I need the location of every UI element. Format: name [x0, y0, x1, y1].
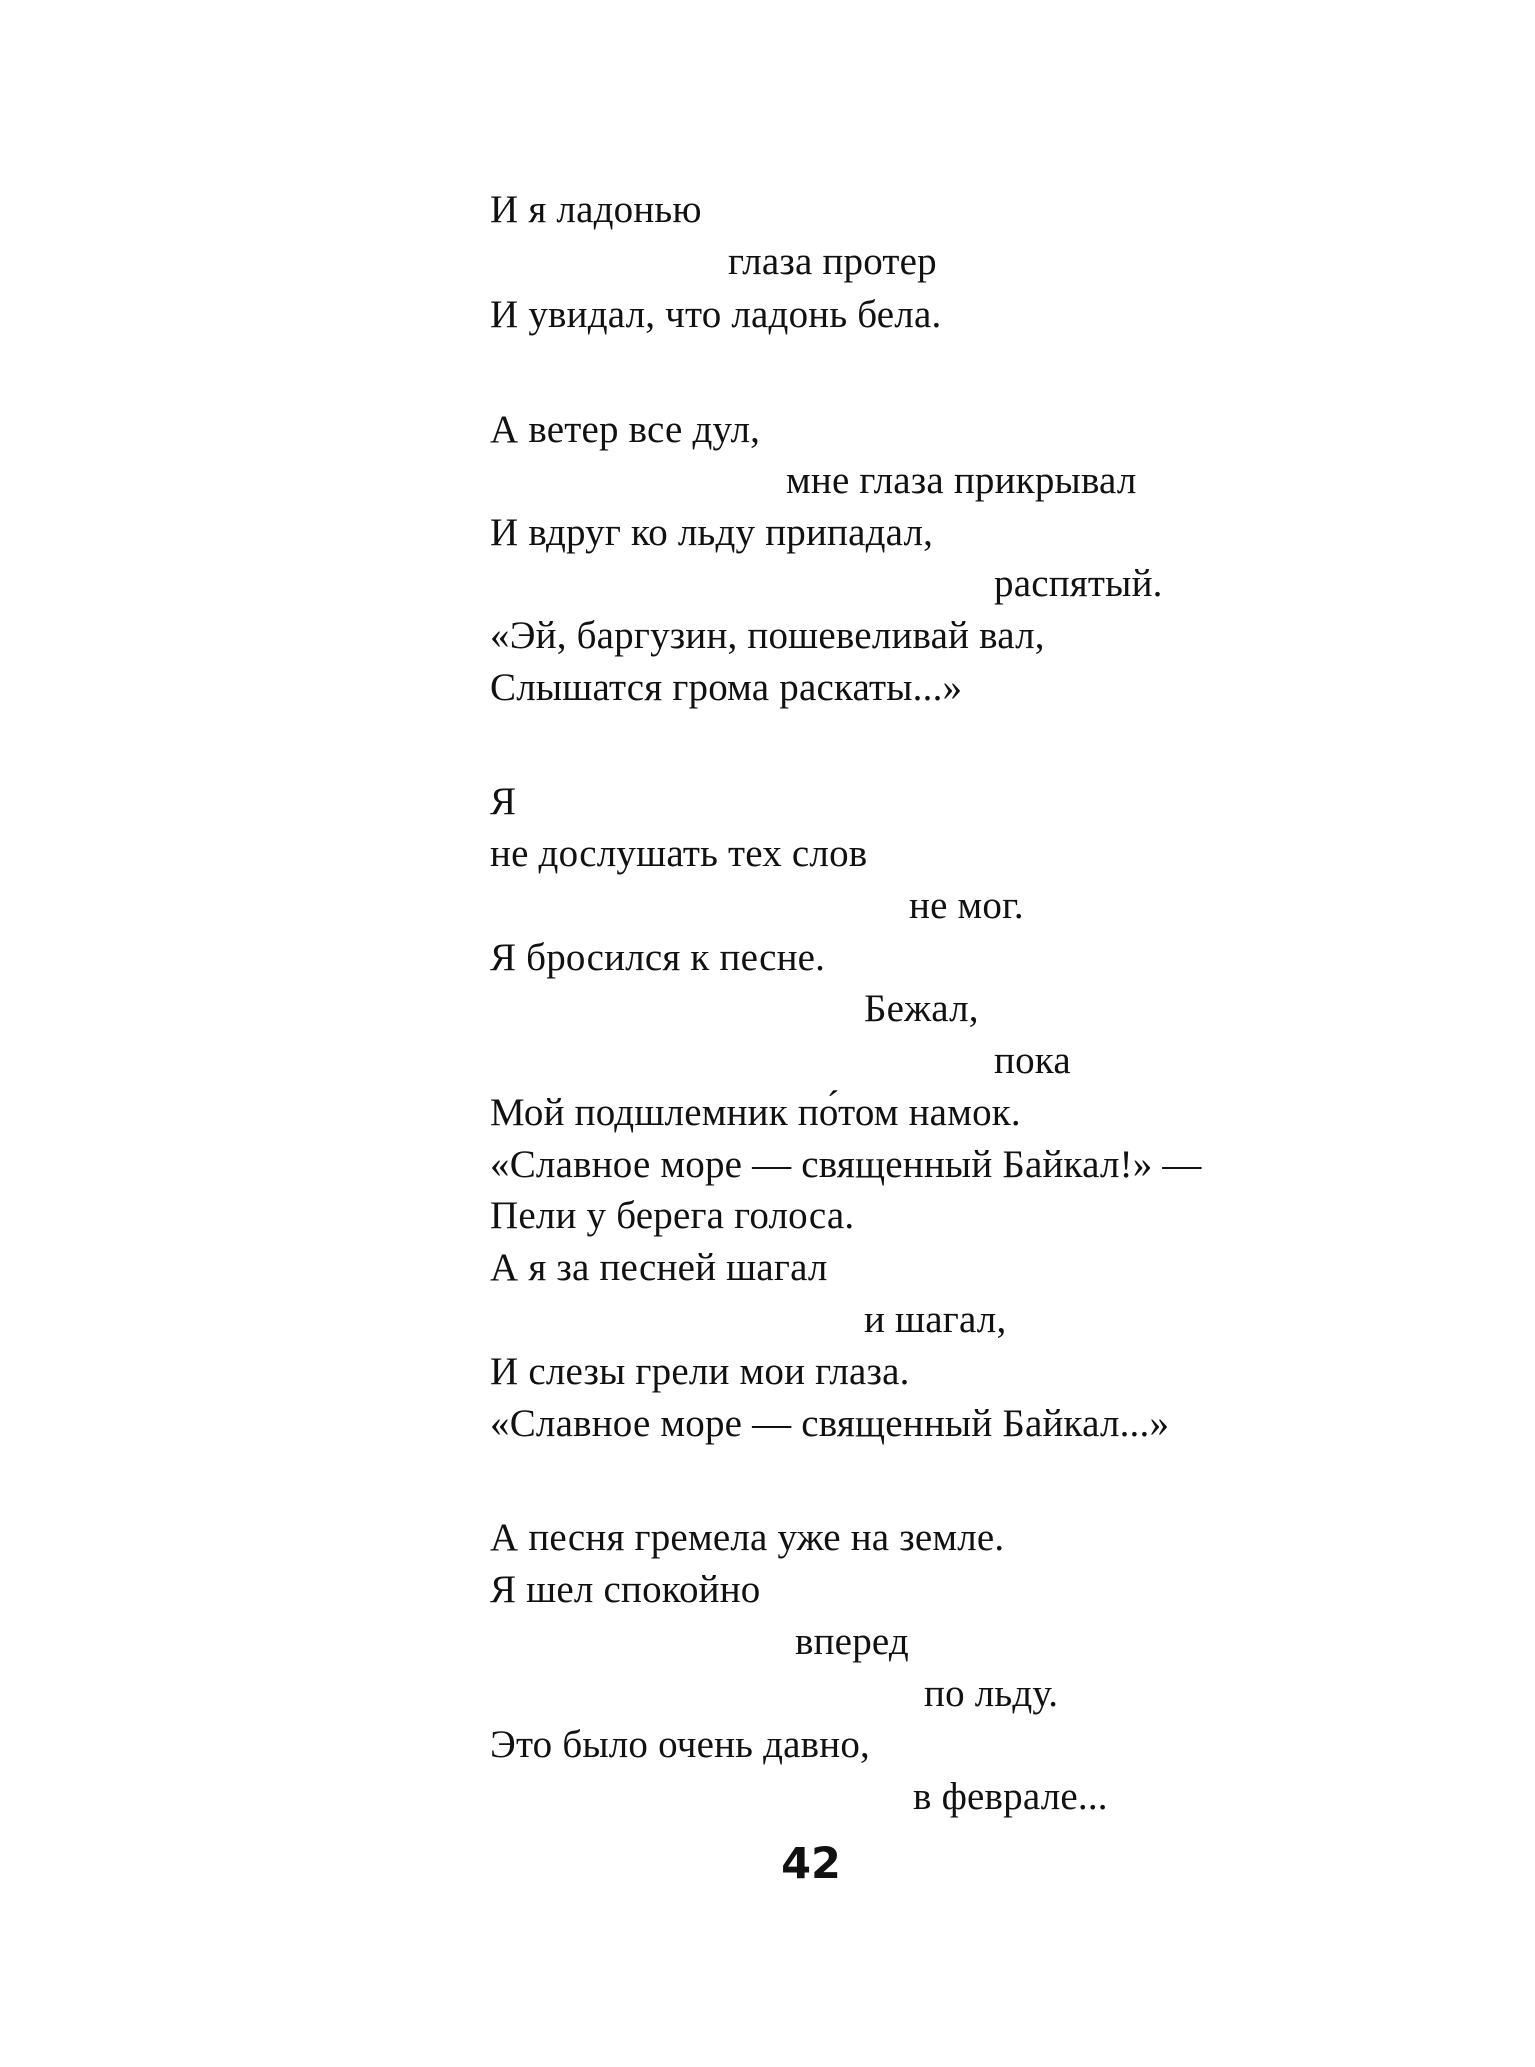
poem-line: не дослушать тех слов	[490, 832, 868, 875]
poem-line: «Эй, баргузин, пошевеливай вал,	[490, 614, 1045, 657]
poem-line: в феврале...	[913, 1775, 1108, 1818]
poem-line: Я бросился к песне.	[490, 936, 826, 979]
page-number: 42	[781, 1839, 841, 1889]
poem-line: Это было очень давно,	[490, 1723, 870, 1766]
poem-line: И увидал, что ладонь бела.	[490, 293, 942, 336]
poem-line: мне глаза прикрывал	[786, 459, 1137, 502]
poem-line: распятый.	[994, 562, 1163, 605]
poem-line: Я	[490, 780, 517, 823]
poem-line: Мой подшлемник по́том намок.	[490, 1091, 1021, 1134]
poem-line: и шагал,	[864, 1298, 1007, 1341]
poem-line: «Славное море — священный Байкал!» —	[490, 1143, 1202, 1186]
poem-line: Пели у берега голоса.	[490, 1194, 855, 1237]
poem-line: А ветер все дул,	[490, 408, 761, 451]
poem-line: И я ладонью	[490, 188, 702, 231]
poem-line: пока	[994, 1039, 1071, 1082]
poem-line: А песня гремела уже на земле.	[490, 1516, 1005, 1559]
poem-line: вперед	[795, 1620, 909, 1663]
poem-line: И слезы грели мои глаза.	[490, 1350, 910, 1393]
poem-line: глаза протер	[728, 240, 937, 283]
poem-line: «Славное море — священный Байкал...»	[490, 1402, 1170, 1445]
poem-line: не мог.	[909, 884, 1024, 927]
poem-line: И вдруг ко льду припадал,	[490, 511, 934, 554]
poem-line: по льду.	[924, 1672, 1059, 1715]
poem-line: Бежал,	[864, 987, 979, 1030]
poem-line: Слышатся грома раскаты...»	[490, 666, 963, 709]
poem-line: А я за песней шагал	[490, 1246, 828, 1289]
poem-line: Я шел спокойно	[490, 1568, 761, 1611]
